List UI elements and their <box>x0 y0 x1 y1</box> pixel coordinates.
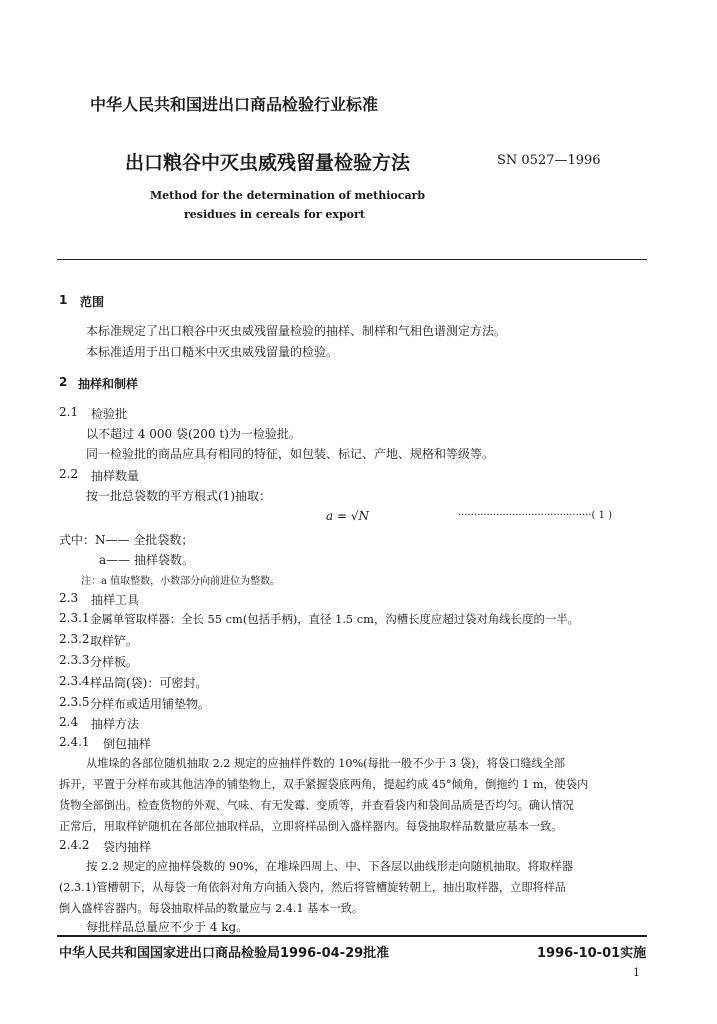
paragraph: 同一检验批的商品应具有相同的特征，如包装、标记、产地、规格和等级等。 <box>86 447 495 461</box>
section-number: 2.3.2 <box>59 632 90 646</box>
paragraph: 分样板。 <box>90 655 139 669</box>
section-title: 袋内抽样 <box>103 840 152 854</box>
paragraph-line: 倒入盛样容器内。每袋抽取样品的数量应与 2.4.1 基本一致。 <box>59 902 364 915</box>
section-2-number: 2 <box>59 375 68 389</box>
section-title: 抽样方法 <box>91 717 140 731</box>
section-number: 2.1 <box>59 405 79 419</box>
paragraph: 以不超过 4 000 袋(200 t)为一检验批。 <box>86 427 301 441</box>
section-1-number: 1 <box>59 293 68 307</box>
section-number: 2.3.3 <box>59 653 90 667</box>
section-title: 抽样数量 <box>91 469 140 483</box>
paragraph-line: 每批样品总量应不少于 4 kg。 <box>86 920 249 934</box>
section-2-title: 抽样和制样 <box>78 377 139 391</box>
paragraph: 分样布或适用铺垫物。 <box>90 697 211 711</box>
where-clause: 式中：N—— 全批袋数； <box>59 533 194 547</box>
formula: a = √N <box>326 509 369 523</box>
paragraph-line: 拆开，平置于分样布或其他洁净的铺垫物上，双手紧握袋底两角，提起约成 45°倾角，倒拖约 1 m，使袋内 <box>59 778 589 791</box>
section-number: 2.3.1 <box>59 611 90 625</box>
section-number: 2.4 <box>59 715 79 729</box>
where-clause: a—— 抽样袋数。 <box>99 553 194 567</box>
effective-date: 1996-10-01实施 <box>537 946 647 961</box>
paragraph: 取样铲。 <box>90 634 139 648</box>
paragraph: 样品筒(袋)：可密封。 <box>90 676 208 690</box>
note: 注：a 值取整数，小数部分向前进位为整数。 <box>81 576 281 587</box>
formula-number: ··········································( 1 ) <box>458 510 613 521</box>
standard-code: SN 0527—1996 <box>497 153 601 168</box>
paragraph: 金属单管取样器：全长 55 cm(包括手柄)，直径 1.5 cm，沟槽长度应超过袋对角线长度的一半。 <box>90 612 580 626</box>
english-title-line-2: residues in cereals for export <box>184 208 365 221</box>
english-title-line-1: Method for the determination of methiocarb <box>150 189 426 202</box>
section-number: 2.3.5 <box>59 695 90 709</box>
paragraph: 按一批总袋数的平方根式(1)抽取： <box>86 489 271 503</box>
paragraph-line: (2.3.1)管槽朝下，从每袋一角依斜对角方向插入袋内，然后将管槽旋转朝上，抽出取样器，立即将样品 <box>59 881 567 894</box>
paragraph-line: 从堆垛的各部位随机抽取 2.2 规定的应抽样件数的 10%(每批一般不少于 3 袋)，将袋口缝线全部 <box>86 757 566 770</box>
section-title: 抽样工具 <box>91 593 140 607</box>
standard-title: 出口粮谷中灭虫威残留量检验方法 <box>125 152 411 174</box>
paragraph-line: 按 2.2 规定的应抽样袋数的 90%，在堆垛四周上、中、下各层以曲线形走向随机抽取。将取样器 <box>86 859 574 873</box>
section-title: 倒包抽样 <box>103 737 152 751</box>
section-number: 2.4.2 <box>59 838 90 852</box>
header-divider <box>57 259 647 260</box>
page-number: 1 <box>633 966 640 979</box>
section-1-title: 范围 <box>80 295 105 309</box>
section-number: 2.3.4 <box>59 674 90 688</box>
issuing-authority: 中华人民共和国进出口商品检验行业标准 <box>90 95 379 114</box>
approval-line: 中华人民共和国国家进出口商品检验局1996-04-29批准 <box>59 946 390 961</box>
paragraph: 本标准适用于出口糙米中灭虫威残留量的检验。 <box>86 345 339 359</box>
paragraph-line: 货物全部倒出。检查货物的外观、气味、有无发霉、变质等，并查看袋内和袋间品质是否均匀。确认情况 <box>59 799 574 812</box>
paragraph: 本标准规定了出口粮谷中灭虫威残留量检验的抽样、制样和气相色谱测定方法。 <box>86 324 507 338</box>
section-title: 检验批 <box>91 407 128 421</box>
section-number: 2.4.1 <box>59 735 90 749</box>
section-number: 2.2 <box>59 467 79 481</box>
paragraph-line: 正常后，用取样铲随机在各部位抽取样品，立即将样品倒入盛样器内。每袋抽取样品数量应基本一致。 <box>59 820 563 833</box>
footer-divider <box>57 935 647 937</box>
section-number: 2.3 <box>59 591 79 605</box>
